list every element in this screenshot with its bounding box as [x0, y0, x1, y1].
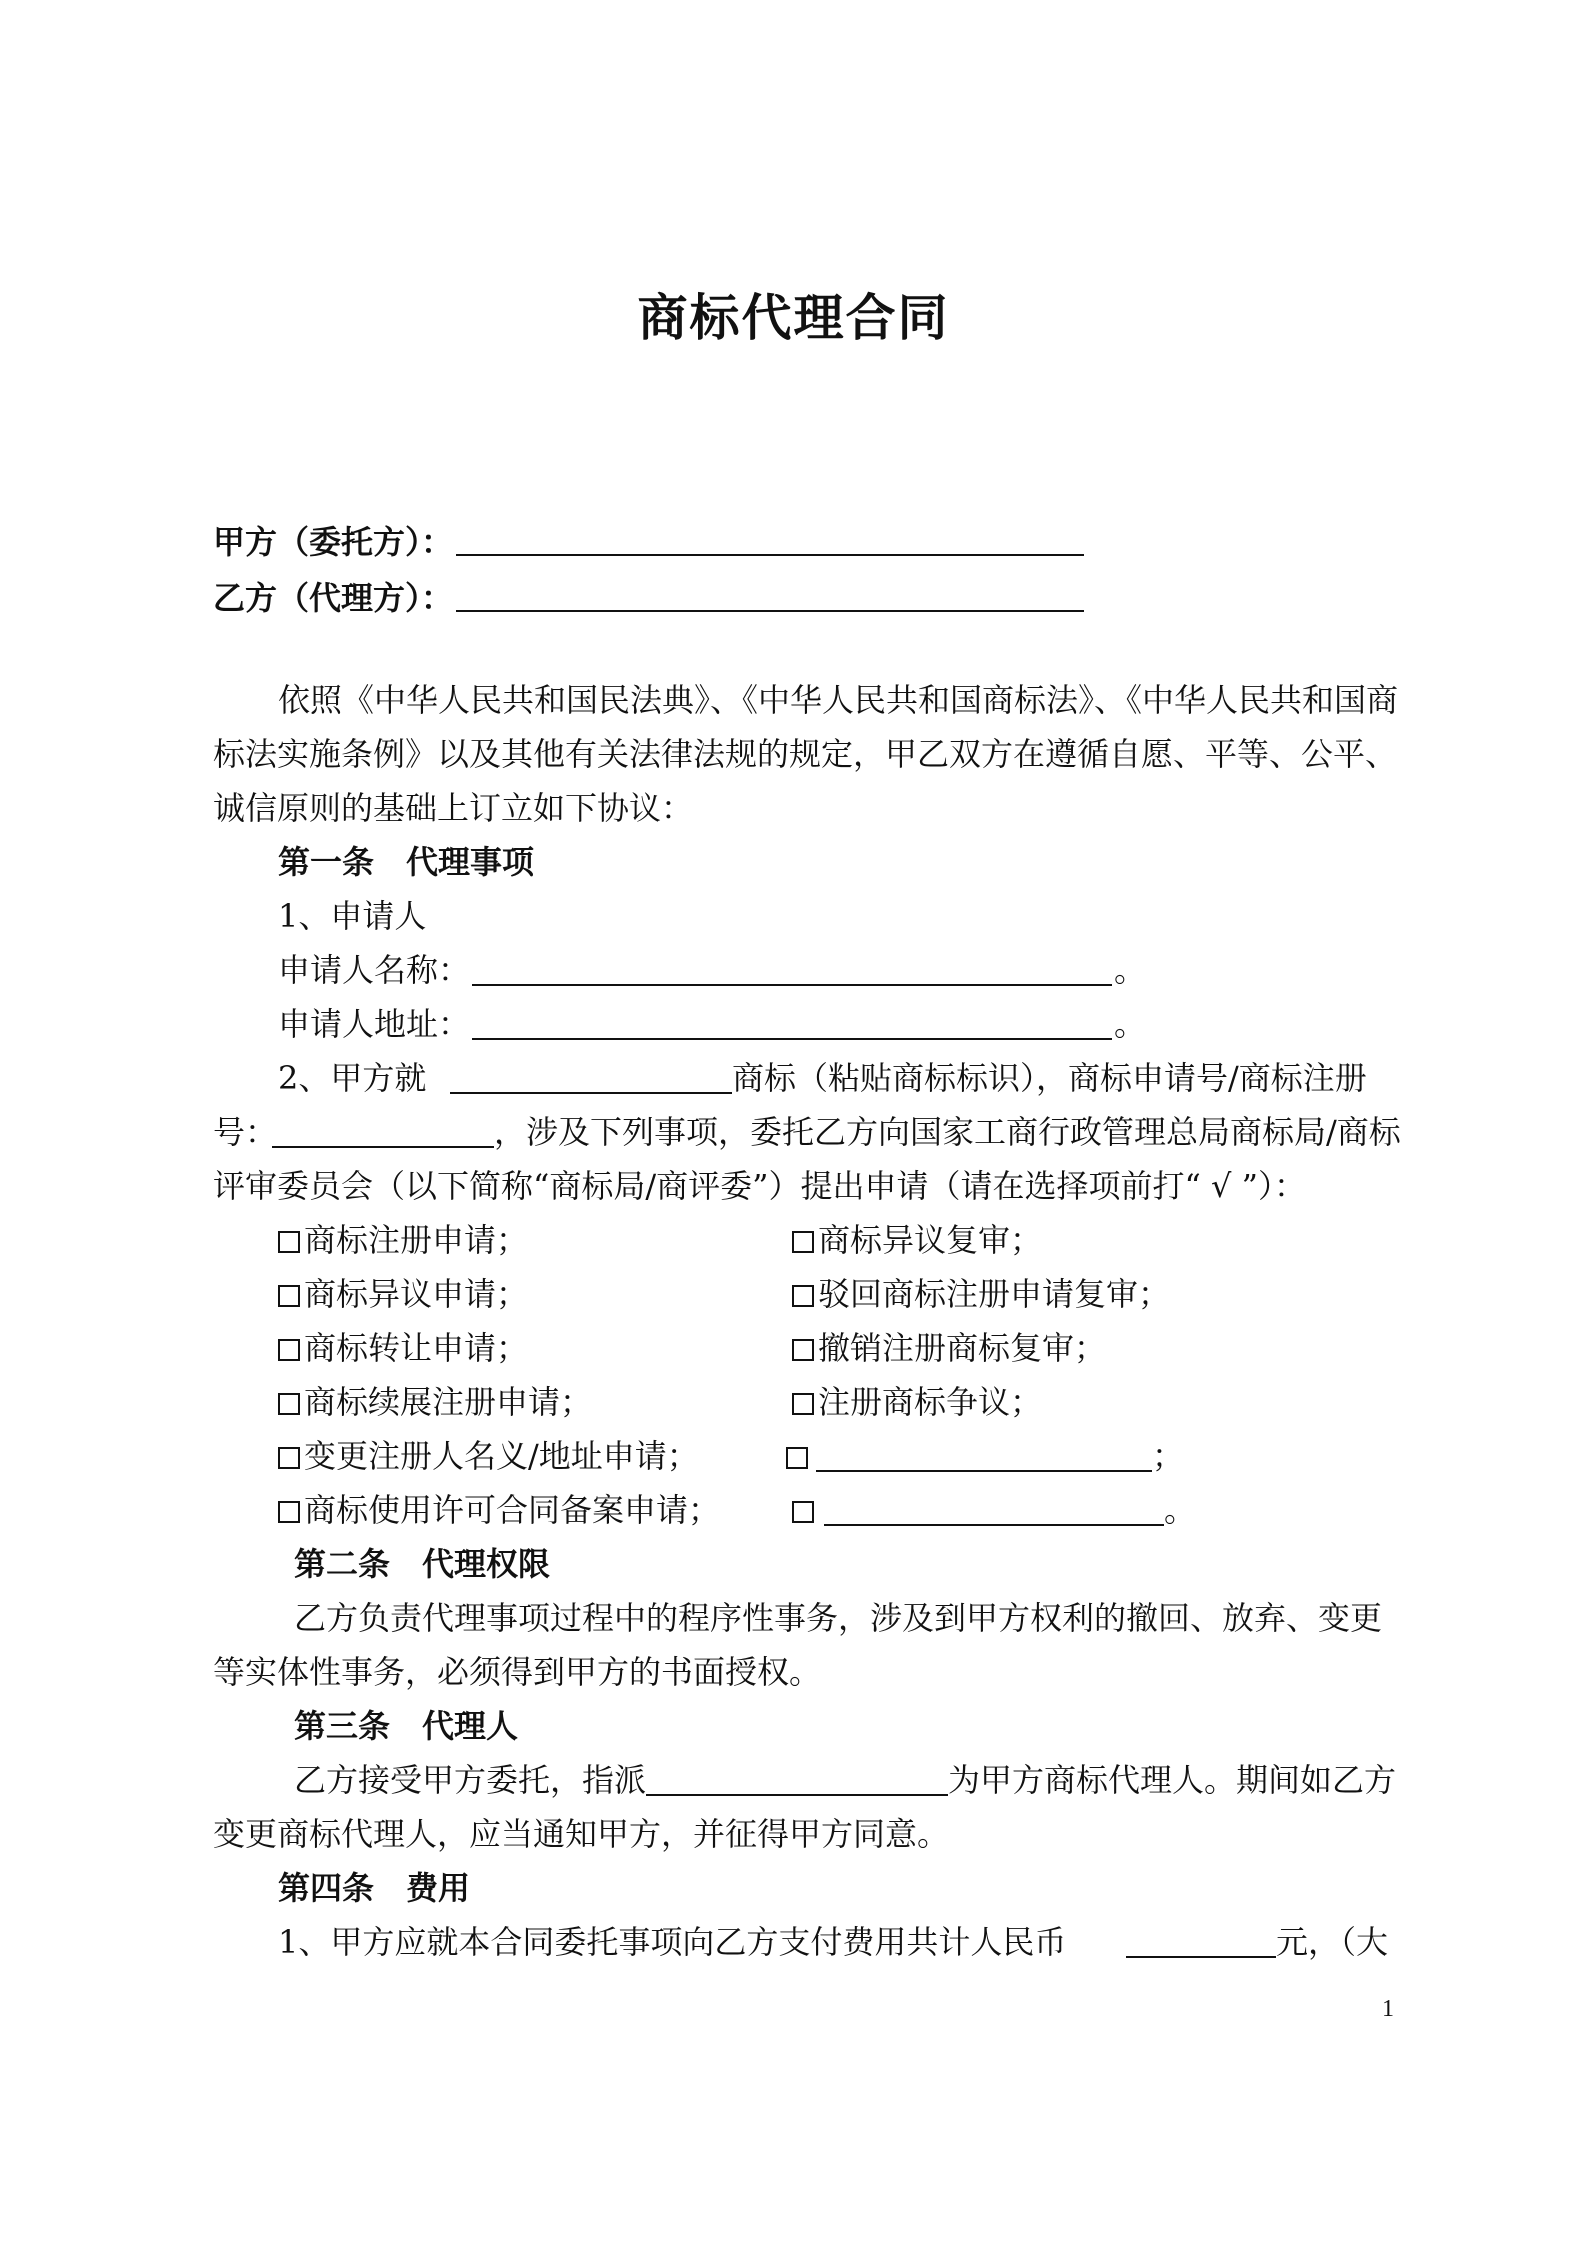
registration-number-blank[interactable]	[272, 1146, 494, 1148]
checkbox-icon[interactable]	[792, 1339, 814, 1361]
option-renewal[interactable]: 商标续展注册申请；	[278, 1382, 592, 1422]
checkbox-icon[interactable]	[792, 1501, 814, 1523]
checkbox-icon[interactable]	[792, 1231, 814, 1253]
applicant-address-label: 申请人地址：	[278, 1005, 471, 1043]
checkbox-icon[interactable]	[278, 1501, 300, 1523]
article-3-line-2: 变更商标代理人，应当通知甲方，并征得甲方同意。	[213, 1815, 950, 1853]
option-opposition-review[interactable]: 商标异议复审；	[792, 1220, 1042, 1260]
option-custom-1-end: ；	[1152, 1437, 1185, 1475]
option-dispute[interactable]: 注册商标争议；	[792, 1382, 1042, 1422]
article-4-line-1-suffix: 元，（大	[1276, 1923, 1389, 1961]
option-trademark-registration[interactable]: 商标注册申请；	[278, 1220, 528, 1260]
article-2-line-1: 乙方负责代理事项过程中的程序性事务，涉及到甲方权利的撤回、放弃、变更	[294, 1599, 1383, 1637]
checkbox-icon[interactable]	[278, 1339, 300, 1361]
option-custom-2-blank[interactable]	[824, 1524, 1164, 1526]
registration-number-label: 号：	[213, 1113, 278, 1151]
agent-name-blank[interactable]	[646, 1794, 948, 1796]
option-custom-2-end: 。	[1164, 1491, 1197, 1529]
applicant-address-period: 。	[1114, 1005, 1147, 1043]
intro-line-3: 诚信原则的基础上订立如下协议：	[213, 789, 694, 827]
party-a-blank[interactable]	[456, 554, 1084, 556]
article-1-item-2-suffix: 商标（粘贴商标标识），商标申请号/商标注册	[732, 1059, 1367, 1097]
article-3-line-1-prefix: 乙方接受甲方委托，指派	[294, 1761, 647, 1799]
article-2-heading: 第二条 代理权限	[294, 1545, 551, 1583]
article-3-heading: 第三条 代理人	[294, 1707, 519, 1745]
applicant-name-period: 。	[1114, 951, 1147, 989]
option-rejection-review[interactable]: 驳回商标注册申请复审；	[792, 1274, 1170, 1314]
page-title: 商标代理合同	[637, 288, 950, 347]
fee-amount-blank[interactable]	[1126, 1956, 1276, 1958]
option-revocation-review[interactable]: 撤销注册商标复审；	[792, 1328, 1106, 1368]
checkbox-icon[interactable]	[278, 1231, 300, 1253]
applicant-name-blank[interactable]	[472, 984, 1112, 986]
article-3-line-1-suffix: 为甲方商标代理人。期间如乙方	[948, 1761, 1397, 1799]
option-custom-1[interactable]	[786, 1436, 812, 1476]
article-1-item-1: 1、申请人	[278, 897, 427, 935]
article-1-line-b-suffix: ，涉及下列事项，委托乙方向国家工商行政管理总局商标局/商标	[494, 1113, 1401, 1151]
article-2-line-2: 等实体性事务，必须得到甲方的书面授权。	[213, 1653, 822, 1691]
article-4-heading: 第四条 费用	[278, 1869, 471, 1907]
applicant-name-label: 申请人名称：	[278, 951, 471, 989]
party-b-label: 乙方（代理方）：	[213, 579, 454, 617]
intro-line-2: 标法实施条例》以及其他有关法律法规的规定，甲乙双方在遵循自愿、平等、公平、	[213, 735, 1398, 773]
article-4-line-1-prefix: 1、甲方应就本合同委托事项向乙方支付费用共计人民币	[278, 1923, 1067, 1961]
option-change-name-address[interactable]: 变更注册人名义/地址申请；	[278, 1436, 699, 1476]
party-a-label: 甲方（委托方）：	[213, 523, 454, 561]
applicant-address-blank[interactable]	[472, 1038, 1112, 1040]
option-license-filing[interactable]: 商标使用许可合同备案申请；	[278, 1490, 720, 1530]
article-1-item-2-prefix: 2、甲方就	[278, 1059, 427, 1097]
checkbox-icon[interactable]	[792, 1393, 814, 1415]
checkbox-icon[interactable]	[792, 1285, 814, 1307]
checkbox-icon[interactable]	[278, 1393, 300, 1415]
option-custom-2[interactable]	[792, 1490, 818, 1530]
option-opposition[interactable]: 商标异议申请；	[278, 1274, 528, 1314]
checkbox-icon[interactable]	[278, 1285, 300, 1307]
intro-line-1: 依照《中华人民共和国民法典》、《中华人民共和国商标法》、《中华人民共和国商	[278, 681, 1399, 719]
option-custom-1-blank[interactable]	[816, 1470, 1152, 1472]
checkbox-icon[interactable]	[278, 1447, 300, 1469]
article-1-heading: 第一条 代理事项	[278, 843, 535, 881]
checkbox-icon[interactable]	[786, 1447, 808, 1469]
article-1-line-c: 评审委员会（以下简称“商标局/商评委”）提出申请（请在选择项前打“ √ ”）：	[213, 1167, 1306, 1205]
option-transfer[interactable]: 商标转让申请；	[278, 1328, 528, 1368]
page-number: 1	[1382, 1996, 1394, 2022]
trademark-name-blank[interactable]	[450, 1092, 732, 1094]
party-b-blank[interactable]	[456, 610, 1084, 612]
